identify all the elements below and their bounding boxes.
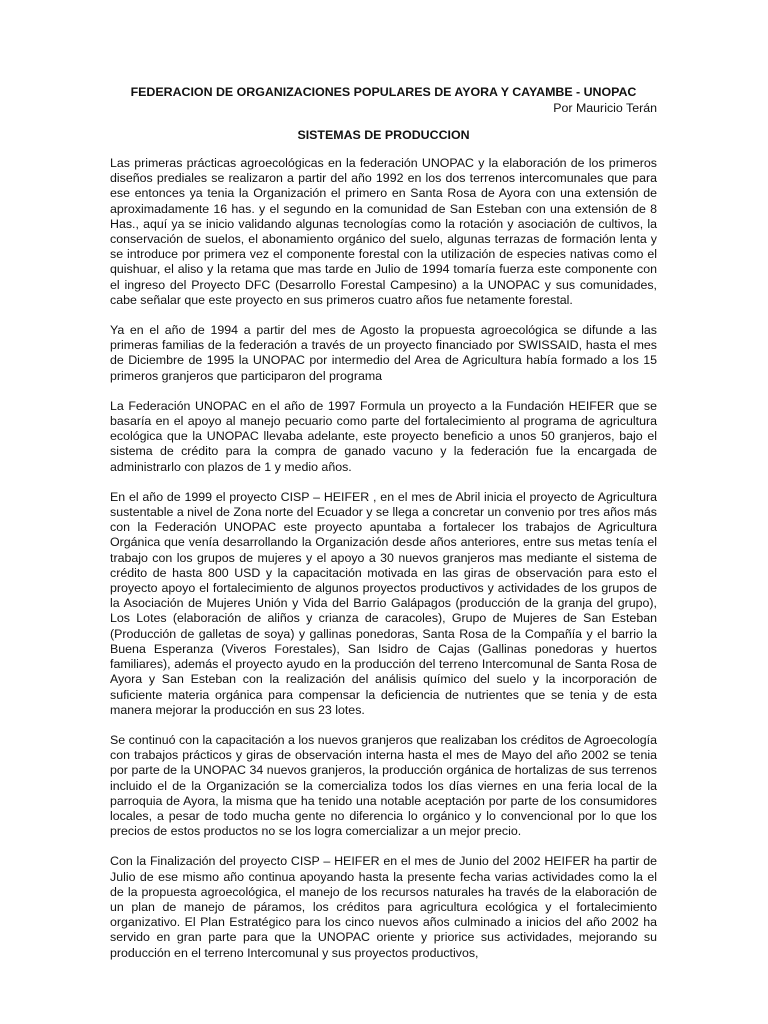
paragraph-4: En el año de 1999 el proyecto CISP – HEIFER , en el mes de Abril inicia el proyecto de Agricultura sustentable a nivel de Zona norte del Ecuador y se llega a concretar un convenio por tres años más con la Federación UNOPAC este proyecto apuntaba a fortalecer los trabajos de Agricultura Orgánica que venía desarrollando la Organización desde años anteriores, entre sus metas tenía el trabajo con los grupos de mujeres y el apoyo a 30 nuevos granjeros mas mediante el sistema de crédito de hasta 800 USD y la capacitación motivada en las giras de observación para esto el proyecto apoyo el fortalecimiento de algunos proyectos productivos y actividades de los grupos de la Asociación de Mujeres Unión y Vida del Barrio Galápagos (producción de la granja del grupo), Los Lotes (elaboración de aliños y crianza de caracoles), Grupo de Mujeres de San Esteban (Producción de galletas de soya) y gallinas ponedoras, Santa Rosa de la Compañía y el barrio la Buena Esperanza (Viveros Forestales), San Isidro de Cajas (Gallinas ponedoras y huertos familiares), además el proyecto ayudo en la producción del terreno Intercomunal de Santa Rosa de Ayora y San Esteban con la realización del análisis químico del suelo y la incorporación de suficiente materia orgánica para compensar la deficiencia de nutrientes que se tenia y de esta manera mejorar la producción en sus 23 lotes. [110,489,657,717]
paragraph-2: Ya en el año de 1994 a partir del mes de Agosto la propuesta agroecológica se difunde a las primeras familias de la federación a través de un proyecto financiado por SWISSAID, hasta el mes de Diciembre de 1995 la UNOPAC por intermedio del Area de Agricultura había formado a los 15 primeros granjeros que participaron del programa [110,323,657,383]
paragraph-3: La Federación UNOPAC en el año de 1997 Formula un proyecto a la Fundación HEIFER que se basaría en el apoyo al manejo pecuario como parte del fortalecimiento al programa de agricultura ecológica que la UNOPAC llevaba adelante, este proyecto beneficio a unos 50 granjeros, bajo el sistema de crédito para la compra de ganado vacuno y la federación fue la encargada de administrarlo con plazos de 1 y medio años. [110,398,657,474]
paragraph-5: Se continuó con la capacitación a los nuevos granjeros que realizaban los créditos de Agroecología con trabajos prácticos y giras de observación interna hasta el mes de Mayo del año 2002 se tenia por parte de la UNOPAC 34 nuevos granjeros, la producción orgánica de hortalizas de sus terrenos incluido el de la Organización se la comercializa todos los días viernes en una feria local de la parroquia de Ayora, la misma que ha tenido una notable aceptación por parte de los consumidores locales, a pesar de todo mucha gente no diferencia lo orgánico y lo convencional por lo que los precios de estos productos no se los logra comercializar a un mejor precio. [110,732,657,839]
paragraph-6: Con la Finalización del proyecto CISP – HEIFER en el mes de Junio del 2002 HEIFER ha partir de Julio de ese mismo año continua apoyando hasta la presente fecha varias actividades como la el de la propuesta agroecológica, el manejo de los recursos naturales ha través de la elaboración de un plan de manejo de páramos, los créditos para agricultura ecológica y el fortalecimiento organizativo. El Plan Estratégico para los cinco nuevos años culminado a inicios del año 2002 ha servido en gran parte para que la UNOPAC oriente y priorice sus actividades, mejorando su producción en el terreno Intercomunal y sus proyectos productivos, [110,854,657,960]
document-title: FEDERACION DE ORGANIZACIONES POPULARES DE AYORA Y CAYAMBE - UNOPAC [130,85,637,99]
document-page [110,84,657,976]
section-title: SISTEMAS DE PRODUCCION [297,128,470,142]
author-line: Por Mauricio Terán [553,101,657,115]
paragraph-1: Las primeras prácticas agroecológicas en la federación UNOPAC y la elaboración de los primeros diseños prediales se realizaron a partir del año 1992 en los dos terrenos intercomunales que para ese entonces ya tenia la Organización el primero en Santa Rosa de Ayora con una extensión de aproximadamente 16 has. y el segundo en la comunidad de San Esteban con una extensión de 8 Has., aquí ya se inicio validando algunas tecnologías como la rotación y asociación de cultivos, la conservación de suelos, el abonamiento orgánico del suelo, algunas terrazas de formación lenta y se introduce por primera vez el componente forestal con la utilización de especies nativas como el quishuar, el aliso y la retama que mas tarde en Julio de 1994 tomaría fuerza este componente con el ingreso del Proyecto DFC (Desarrollo Forestal Campesino) a la UNOPAC y sus comunidades, cabe señalar que este proyecto en sus primeros cuatro años fue netamente forestal. [110,156,657,307]
